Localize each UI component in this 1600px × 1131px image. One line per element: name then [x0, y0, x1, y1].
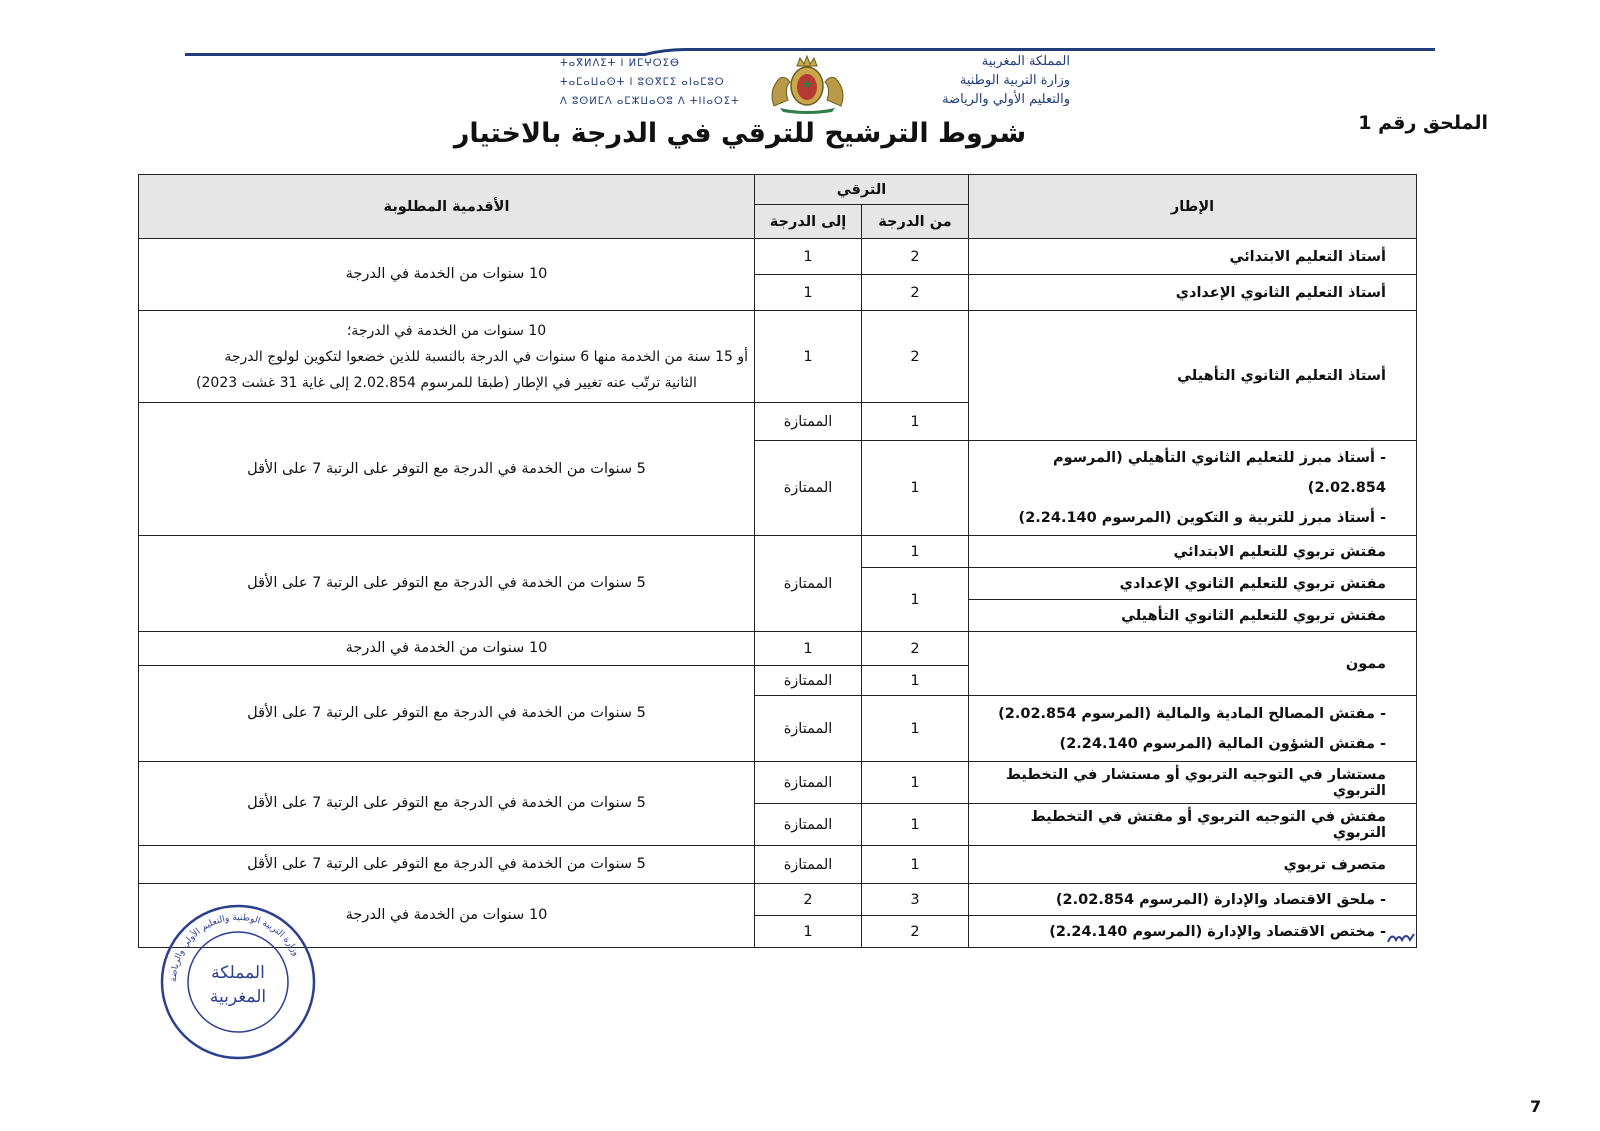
stamp-center-line-1: المملكة — [211, 963, 265, 983]
table-row — [139, 762, 1417, 804]
table-row — [139, 846, 1417, 884]
seniority-cell: 5 سنوات من الخدمة في الدرجة مع التوفر على الرتبة 7 على الأقل — [139, 403, 755, 536]
table-row — [139, 884, 1417, 916]
from-grade-cell: 1 — [862, 568, 969, 632]
frame-cell: مفتش في التوجيه التربوي أو مفتش في التخطيط التربوي — [969, 804, 1417, 846]
signature-mark — [1386, 930, 1416, 946]
to-grade-cell: 1 — [755, 632, 862, 666]
header-to-grade: إلى الدرجة — [755, 205, 862, 239]
seniority-cell: 10 سنوات من الخدمة في الدرجة — [139, 239, 755, 311]
header-promotion: الترقي — [755, 175, 969, 205]
to-grade-cell: الممتازة — [755, 846, 862, 884]
table-row — [139, 632, 1417, 666]
frame-cell: ممون — [969, 632, 1417, 696]
seniority-cell: 5 سنوات من الخدمة في الدرجة مع التوفر على الرتبة 7 على الأقل — [139, 666, 755, 762]
royal-emblem-icon — [760, 52, 855, 114]
seniority-cell: 10 سنوات من الخدمة في الدرجة — [139, 884, 755, 948]
to-grade-cell: 1 — [755, 239, 862, 275]
stamp-ring-text: وزارة التربية الوطنية والتعليم الأولي والرياضة — [168, 912, 301, 983]
from-grade-cell: 1 — [862, 441, 969, 536]
frame-cell: متصرف تربوي — [969, 846, 1417, 884]
promotion-conditions-table — [138, 174, 1417, 948]
table-row — [139, 536, 1417, 568]
frame-cell: مفتش تربوي للتعليم الابتدائي — [969, 536, 1417, 568]
tifinagh-ministry-name: ⵜⴰⴳⵍⴷⵉⵜ ⵏ ⵍⵎⵖⵔⵉⴱ ⵜⴰⵎⴰⵡⴰⵙⵜ ⵏ ⵓⵙⴳⵎⵉ ⴰⵏⴰⵎⵓⵔ ⴷ ⵓⵙⵍⵎⴷ ⴰⵎⵣⵡⴰⵔⵓ ⴷ ⵜⵏⵏⴰⵔⵉⵜ — [560, 58, 740, 107]
to-grade-cell: الممتازة — [755, 403, 862, 441]
from-grade-cell: 1 — [862, 536, 969, 568]
frame-cell: مفتش تربوي للتعليم الثانوي التأهيلي — [969, 600, 1417, 632]
frame-cell: أستاذ التعليم الابتدائي — [969, 239, 1417, 275]
seniority-cell: 5 سنوات من الخدمة في الدرجة مع التوفر على الرتبة 7 على الأقل — [139, 846, 755, 884]
annex-label: الملحق رقم 1 — [1358, 112, 1488, 134]
from-grade-cell: 2 — [862, 275, 969, 311]
from-grade-cell: 2 — [862, 311, 969, 403]
from-grade-cell: 1 — [862, 403, 969, 441]
frame-cell: - مختص الاقتصاد والإدارة (المرسوم 2.24.140) — [969, 916, 1417, 948]
to-grade-cell: 1 — [755, 311, 862, 403]
to-grade-cell: 1 — [755, 275, 862, 311]
seniority-cell: 5 سنوات من الخدمة في الدرجة مع التوفر على الرتبة 7 على الأقل — [139, 536, 755, 632]
header-frame: الإطار — [969, 175, 1417, 239]
frame-cell: أستاذ التعليم الثانوي التأهيلي — [969, 311, 1417, 441]
to-grade-cell: الممتازة — [755, 536, 862, 632]
stamp-center-line-2: المغربية — [209, 987, 267, 1007]
page-number: 7 — [1530, 1097, 1542, 1116]
seniority-cell: 10 سنوات من الخدمة في الدرجة — [139, 632, 755, 666]
to-grade-cell: الممتازة — [755, 441, 862, 536]
to-grade-cell: الممتازة — [755, 666, 862, 696]
to-grade-cell: 2 — [755, 884, 862, 916]
to-grade-cell: الممتازة — [755, 804, 862, 846]
page-title: شروط الترشيح للترقي في الدرجة بالاختيار — [453, 118, 1027, 149]
to-grade-cell: الممتازة — [755, 696, 862, 762]
from-grade-cell: 2 — [862, 632, 969, 666]
header-from-grade: من الدرجة — [862, 205, 969, 239]
ministry-header — [560, 52, 1070, 114]
header-seniority: الأقدمية المطلوبة — [139, 175, 755, 239]
from-grade-cell: 1 — [862, 846, 969, 884]
from-grade-cell: 2 — [862, 916, 969, 948]
table-row — [139, 239, 1417, 275]
from-grade-cell: 3 — [862, 884, 969, 916]
frame-cell: مفتش تربوي للتعليم الثانوي الإعدادي — [969, 568, 1417, 600]
table-row — [139, 311, 1417, 403]
to-grade-cell: الممتازة — [755, 762, 862, 804]
to-grade-cell: 1 — [755, 916, 862, 948]
from-grade-cell: 1 — [862, 696, 969, 762]
seniority-cell: 10 سنوات من الخدمة في الدرجة؛ أو 15 سنة من الخدمة منها 6 سنوات في الدرجة بالنسبة للذين خضعوا لتكوين لولوج الدرجة الثانية ترتّب عنه تغيير في الإطار (طبقا للمرسوم 2.02.854 إلى غاية 31 غشت 2023) — [139, 311, 755, 403]
from-grade-cell: 2 — [862, 239, 969, 275]
frame-cell: - ملحق الاقتصاد والإدارة (المرسوم 2.02.854) — [969, 884, 1417, 916]
frame-cell: أستاذ التعليم الثانوي الإعدادي — [969, 275, 1417, 311]
from-grade-cell: 1 — [862, 666, 969, 696]
frame-cell: - مفتش المصالح المادية والمالية (المرسوم 2.02.854) - مفتش الشؤون المالية (المرسوم 2.24.140) — [969, 696, 1417, 762]
seniority-cell: 5 سنوات من الخدمة في الدرجة مع التوفر على الرتبة 7 على الأقل — [139, 762, 755, 846]
from-grade-cell: 1 — [862, 804, 969, 846]
frame-cell: مستشار في التوجيه التربوي أو مستشار في التخطيط التربوي — [969, 762, 1417, 804]
arabic-ministry-name: المملكة المغربية وزارة التربية الوطنية والتعليم الأولي والرياضة — [942, 54, 1070, 107]
official-stamp — [158, 902, 318, 1062]
from-grade-cell: 1 — [862, 762, 969, 804]
frame-cell: - أستاذ مبرز للتعليم الثانوي التأهيلي (المرسوم 2.02.854) - أستاذ مبرز للتربية و التكوين (المرسوم 2.24.140) — [969, 441, 1417, 536]
